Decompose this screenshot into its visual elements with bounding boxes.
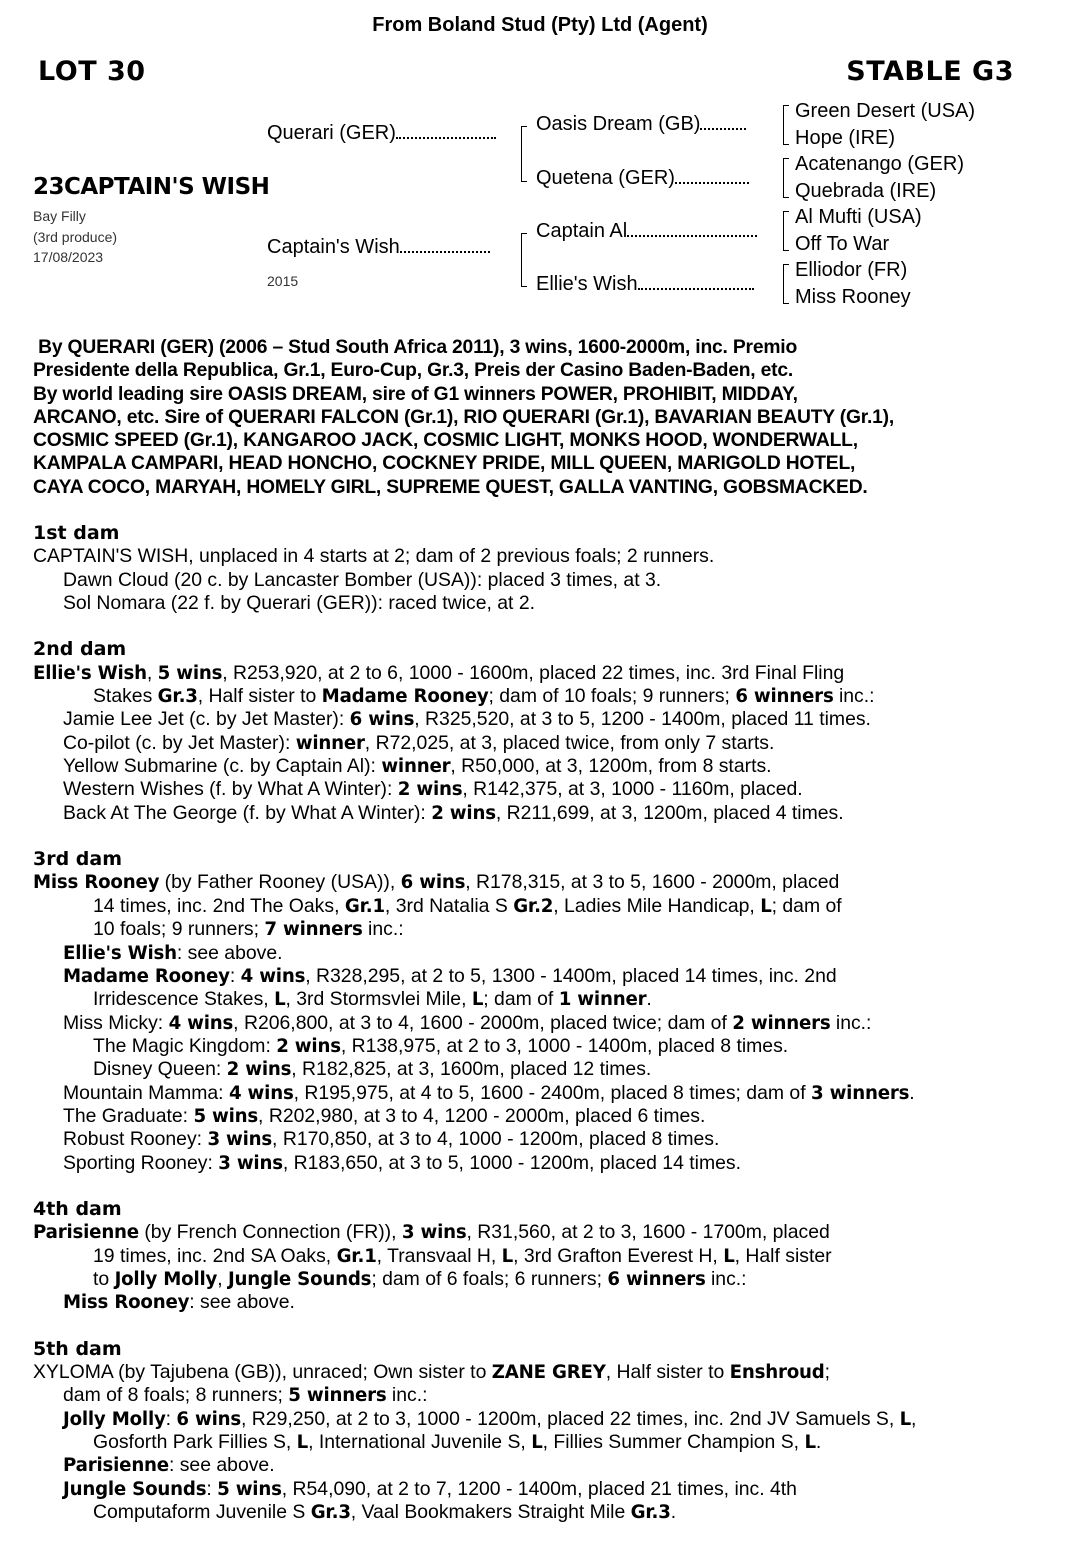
text: , Vaal Bookmakers Straight Mile	[350, 1501, 631, 1524]
text: CAPTAIN'S WISH, unplaced in 4 starts at 2; dam of 2 previous foals; 2 runners.	[33, 545, 715, 568]
text: inc.:	[386, 1384, 428, 1407]
lot-number: LOT 30	[38, 56, 146, 87]
text: , R29,250, at 2 to 3, 1000 - 1200m, placed 22 times, inc. 2nd JV Samuels S,	[241, 1407, 900, 1430]
text: : see above.	[176, 941, 283, 964]
text: Co-pilot (c. by Jet Master):	[63, 731, 296, 754]
bold-text: Gr.1	[336, 1245, 377, 1267]
pedigree-gen3-7: Elliodor (FR)	[795, 259, 908, 281]
bold-text: L	[501, 1245, 514, 1267]
text: Yellow Submarine (c. by Captain Al):	[63, 755, 382, 778]
text: , R31,560, at 2 to 3, 1600 - 1700m, placed	[466, 1221, 830, 1244]
text: , R195,975, at 4 to 5, 1600 - 2400m, placed 8 times; dam of	[293, 1081, 811, 1104]
text: , Fillies Summer Champion S,	[542, 1431, 805, 1454]
progeny-line	[33, 1291, 1078, 1314]
sire-line: By QUERARI (GER) (2006 – Stud South Africa 2011), 3 wins, 1600-2000m, inc. Premio	[33, 337, 798, 358]
pedigree-gen3-4: Quebrada (IRE)	[795, 180, 937, 202]
progeny-line	[33, 662, 1078, 685]
text: Miss Micky:	[63, 1011, 169, 1034]
bold-text: Jungle Sounds	[63, 1478, 207, 1500]
pedigree-gen3-8: Miss Rooney	[795, 286, 911, 308]
text: , 3rd Stormsvlei Mile,	[285, 988, 472, 1011]
bold-text: Gr.1	[344, 895, 385, 917]
progeny-line	[33, 755, 1078, 778]
bold-text: L	[899, 1408, 912, 1430]
text: , R50,000, at 3, 1200m, from 8 starts.	[450, 755, 772, 778]
text: The Magic Kingdom:	[93, 1034, 277, 1057]
progeny-line	[33, 1408, 1078, 1431]
text: ,	[217, 1267, 228, 1290]
bracket-sire	[521, 126, 522, 182]
text: :	[229, 964, 241, 987]
progeny-line	[33, 592, 1078, 615]
text: , Transvaal H,	[376, 1244, 502, 1267]
progeny-line	[33, 1454, 1078, 1477]
text: , Half sister to	[197, 685, 322, 708]
text: inc.:	[833, 685, 875, 708]
stable-number: STABLE G3	[846, 56, 1014, 87]
text: XYLOMA (by Tajubena (GB)), unraced; Own sister to	[33, 1361, 492, 1383]
bold-text: L	[274, 989, 286, 1011]
section-heading: 5th dam	[33, 1337, 122, 1360]
bold-text: L	[531, 1432, 543, 1454]
bold-text: 5 wins	[193, 1105, 259, 1127]
text: to	[93, 1267, 115, 1290]
bracket-dam	[521, 233, 522, 287]
horse-produce: (3rd produce)	[33, 229, 118, 245]
bold-text: Parisienne	[63, 1455, 169, 1477]
text: , R211,699, at 3, 1200m, placed 4 times.	[495, 801, 844, 824]
progeny-line	[33, 1431, 1078, 1454]
progeny-line	[33, 988, 1078, 1011]
text: Disney Queen:	[93, 1058, 227, 1081]
progeny-line	[33, 1012, 1078, 1035]
pedigree-gen2-4: Ellie's Wish	[536, 273, 754, 296]
bold-text: 6 winners	[607, 1268, 706, 1290]
bold-text: Gr.2	[513, 895, 554, 917]
progeny-line	[33, 1268, 1078, 1291]
text: Back At The George (f. by What A Winter):	[63, 801, 432, 824]
bold-text: L	[760, 895, 772, 917]
bold-text: 4 wins	[228, 1082, 294, 1104]
bold-text: 3 wins	[207, 1129, 273, 1151]
horse-sex: Bay Filly	[33, 208, 86, 224]
sire-summary	[33, 336, 894, 499]
text: (by French Connection (FR)),	[138, 1221, 402, 1244]
female-line	[33, 522, 1078, 1524]
text: Sporting Rooney:	[63, 1151, 219, 1174]
progeny-line	[33, 685, 1078, 708]
progeny-line	[33, 1035, 1078, 1058]
pedigree-gen2-3: Captain Al	[536, 220, 757, 243]
section-heading: 4th dam	[33, 1197, 122, 1220]
bold-text: 3 wins	[401, 1222, 467, 1244]
text: Sol Nomara (22 f. by Querari (GER)): raced twice, at 2.	[63, 592, 535, 615]
section-heading: 3rd dam	[33, 848, 123, 871]
progeny-line	[33, 1082, 1078, 1105]
text: : see above.	[168, 1454, 275, 1477]
progeny-line	[33, 1128, 1078, 1151]
bold-text: Jungle Sounds	[227, 1268, 372, 1290]
bold-text: Ellie's Wish	[33, 662, 147, 684]
progeny-line	[33, 1245, 1078, 1268]
text: , R142,375, at 3, 1000 - 1160m, placed.	[462, 778, 803, 801]
text: ; dam of	[483, 988, 559, 1011]
sire-line: CAYA COCO, MARYAH, HOMELY GIRL, SUPREME QUEST, GALLA VANTING, GOBSMACKED.	[33, 476, 868, 498]
text: , 3rd Grafton Everest H,	[513, 1244, 724, 1267]
progeny-line	[33, 1361, 1078, 1384]
text: , R202,980, at 3 to 4, 1200 - 2000m, placed 6 times.	[258, 1104, 706, 1127]
text: , R206,800, at 3 to 4, 1600 - 2000m, placed twice; dam of	[233, 1011, 733, 1034]
bold-text: Gr.3	[630, 1502, 671, 1524]
text: , International Juvenile S,	[308, 1431, 532, 1454]
bold-text: Miss Rooney	[33, 872, 160, 894]
section-heading: 1st dam	[33, 522, 120, 544]
bold-text: 3 wins	[218, 1152, 283, 1174]
pedigree-gen3-6: Off To War	[795, 233, 890, 255]
text: Irridescence Stakes,	[93, 988, 275, 1011]
text: ,	[146, 661, 158, 684]
text: 14 times, inc. 2nd The Oaks,	[93, 894, 345, 917]
text: Jamie Lee Jet (c. by Jet Master):	[63, 708, 350, 731]
bold-text: 4 wins	[168, 1012, 234, 1034]
progeny-line	[33, 778, 1078, 801]
text: ; dam of 10 foals; 9 runners;	[488, 685, 736, 708]
text: .	[909, 1081, 915, 1104]
text: Stakes	[93, 685, 158, 708]
text: , R54,090, at 2 to 7, 1200 - 1400m, placed 21 times, inc. 4th	[281, 1477, 797, 1500]
bold-text: L	[723, 1245, 735, 1267]
bold-text: 3 winners	[810, 1082, 910, 1104]
text: inc.:	[705, 1267, 747, 1290]
bold-text: 4 wins	[240, 965, 306, 987]
text: , Half sister	[734, 1244, 832, 1267]
text: .	[670, 1501, 677, 1524]
sire-line: COSMIC SPEED (Gr.1), KANGAROO JACK, COSMIC LIGHT, MONKS HOOD, WONDERWALL,	[33, 430, 858, 452]
bold-text: 5 wins	[157, 662, 223, 684]
bold-text: 2 winners	[732, 1012, 831, 1034]
progeny-line	[33, 1221, 1078, 1244]
text: .	[646, 988, 652, 1011]
progeny-line	[33, 708, 1078, 731]
text: , R138,975, at 2 to 3, 1000 - 1400m, placed 8 times.	[340, 1034, 789, 1057]
text: Mountain Mamma:	[63, 1081, 229, 1104]
text: ; dam of 6 foals; 6 runners;	[371, 1267, 608, 1290]
bold-text: Miss Rooney	[63, 1292, 190, 1314]
progeny-line	[33, 1152, 1078, 1175]
bold-text: Ellie's Wish	[63, 942, 177, 964]
text: ; dam of	[771, 894, 842, 917]
pedigree-dam-year: 2015	[267, 273, 299, 289]
bold-text: 6 winners	[735, 686, 834, 708]
progeny-line	[33, 918, 1078, 941]
text: (by Father Rooney (USA)),	[159, 871, 401, 894]
progeny-line	[33, 965, 1078, 988]
text: 10 foals; 9 runners;	[93, 918, 265, 941]
progeny-line	[33, 1105, 1078, 1128]
bold-text: 2 wins	[431, 802, 496, 824]
text: , R170,850, at 3 to 4, 1000 - 1200m, placed 8 times.	[272, 1128, 720, 1151]
bold-text: 2 wins	[276, 1035, 341, 1057]
progeny-line	[33, 1058, 1078, 1081]
text: inc.:	[830, 1011, 872, 1034]
pedigree-dam: Captain's Wish	[267, 236, 490, 259]
progeny-line	[33, 871, 1078, 894]
text: Computaform Juvenile S	[93, 1501, 311, 1524]
bold-text: ZANE GREY	[491, 1362, 606, 1383]
agent-line: From Boland Stud (Pty) Ltd (Agent)	[372, 14, 708, 36]
text: , R178,315, at 3 to 5, 1600 - 2000m, placed	[465, 871, 840, 894]
text: , R325,520, at 3 to 5, 1200 - 1400m, placed 11 times.	[414, 708, 871, 731]
text: Dawn Cloud (20 c. by Lancaster Bomber (USA)): placed 3 times, at 3.	[63, 568, 662, 591]
progeny-line	[33, 545, 1078, 568]
text: Gosforth Park Fillies S,	[93, 1431, 297, 1454]
bold-text: Parisienne	[33, 1222, 139, 1244]
text: , R182,825, at 3, 1600m, placed 12 times.	[291, 1058, 652, 1081]
sire-line: KAMPALA CAMPARI, HEAD HONCHO, COCKNEY PRIDE, MILL QUEEN, MARIGOLD HOTEL,	[33, 453, 856, 475]
text: ;	[824, 1361, 831, 1383]
bold-text: Gr.3	[157, 686, 198, 708]
text: : see above.	[189, 1291, 295, 1314]
bold-text: L	[296, 1432, 309, 1454]
progeny-line	[33, 732, 1078, 755]
text: The Graduate:	[63, 1104, 194, 1127]
horse-dob: 17/08/2023	[33, 249, 104, 265]
text: .	[815, 1431, 822, 1454]
text: , R253,920, at 2 to 6, 1000 - 1600m, placed 22 times, inc. 3rd Final Fling	[222, 661, 845, 684]
sire-line: ARCANO, etc. Sire of QUERARI FALCON (Gr.1), RIO QUERARI (Gr.1), BAVARIAN BEAUTY (Gr.1),	[33, 406, 895, 428]
pedigree-gen3-3: Acatenango (GER)	[795, 153, 964, 175]
bold-text: Jolly Molly	[63, 1408, 166, 1430]
bold-text: 6 wins	[349, 709, 415, 731]
bold-text: 5 winners	[288, 1385, 387, 1407]
progeny-line	[33, 569, 1078, 592]
pedigree-gen3-5: Al Mufti (USA)	[795, 206, 922, 228]
bold-text: 6 wins	[400, 872, 466, 894]
bold-text: L	[804, 1432, 816, 1454]
text: , R183,650, at 3 to 5, 1000 - 1200m, placed 14 times.	[282, 1151, 741, 1174]
bold-text: 6 wins	[176, 1408, 242, 1430]
text: Robust Rooney:	[63, 1128, 208, 1151]
text: :	[165, 1407, 177, 1430]
text: ,	[911, 1407, 917, 1430]
text: , 3rd Natalia S	[384, 894, 514, 917]
bold-text: Enshroud	[729, 1362, 825, 1383]
bold-text: L	[471, 989, 484, 1011]
bold-text: 5 wins	[217, 1478, 282, 1500]
bold-text: Madame Rooney	[321, 686, 489, 708]
text: dam of 8 foals; 8 runners;	[63, 1384, 289, 1407]
text: , Ladies Mile Handicap,	[553, 894, 761, 917]
bold-text: Gr.3	[310, 1502, 351, 1524]
bold-text: Madame Rooney	[63, 965, 230, 987]
progeny-line	[33, 802, 1078, 825]
progeny-line	[33, 942, 1078, 965]
pedigree-sire: Querari (GER)	[267, 122, 496, 145]
bold-text: 2 wins	[226, 1059, 292, 1081]
progeny-line	[33, 1478, 1078, 1501]
progeny-line	[33, 895, 1078, 918]
bold-text: winner	[295, 732, 365, 754]
text: :	[206, 1477, 218, 1500]
pedigree-gen3-2: Hope (IRE)	[795, 127, 896, 149]
text: , R72,025, at 3, placed twice, from only 7 starts.	[364, 731, 775, 754]
horse-name: 23CAPTAIN'S WISH	[33, 174, 270, 200]
section-heading: 2nd dam	[33, 638, 127, 661]
text: , R328,295, at 2 to 5, 1300 - 1400m, placed 14 times, inc. 2nd	[305, 964, 837, 987]
text: 19 times, inc. 2nd SA Oaks,	[93, 1244, 337, 1267]
bold-text: 1 winner	[558, 989, 647, 1011]
bold-text: 2 wins	[397, 779, 463, 801]
bold-text: winner	[381, 756, 451, 778]
progeny-line	[33, 1501, 1078, 1524]
sire-line: By world leading sire OASIS DREAM, sire of G1 winners POWER, PROHIBIT, MIDDAY,	[33, 383, 798, 405]
text: , Half sister to	[605, 1361, 730, 1383]
text: inc.:	[362, 918, 404, 941]
text: Western Wishes (f. by What A Winter):	[63, 778, 398, 801]
pedigree-gen2-2: Quetena (GER)	[536, 167, 749, 190]
pedigree-gen3-1: Green Desert (USA)	[795, 100, 976, 122]
pedigree-gen2-1: Oasis Dream (GB)	[536, 113, 746, 136]
bold-text: 7 winners	[264, 919, 363, 941]
sire-line: Presidente della Republica, Gr.1, Euro-Cup, Gr.3, Preis der Casino Baden-Baden, etc.	[33, 360, 794, 382]
progeny-line	[33, 1384, 1078, 1407]
bold-text: Jolly Molly	[114, 1268, 218, 1290]
